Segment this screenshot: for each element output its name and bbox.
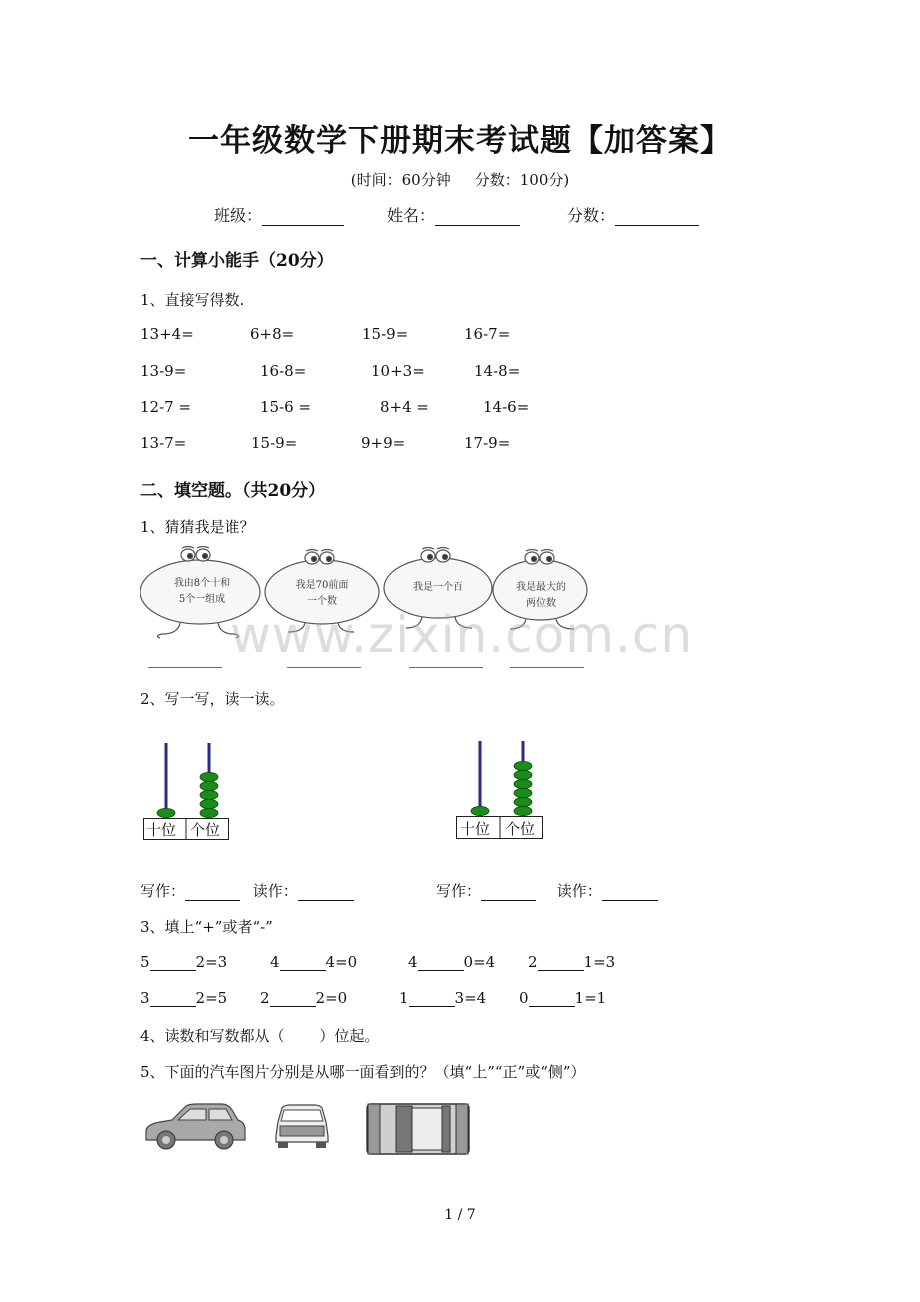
fill-item: 5 2=3 xyxy=(140,953,228,971)
write-blank[interactable] xyxy=(185,900,240,901)
page-number: 1 / 7 xyxy=(444,1207,476,1223)
operator-blank[interactable] xyxy=(150,970,196,971)
fill-item: 2 2=0 xyxy=(260,989,348,1007)
calc-item: 14-6= xyxy=(483,398,530,416)
riddle-line: 我由8个十和 xyxy=(173,578,231,589)
calc-item: 6+8= xyxy=(250,325,295,343)
calc-item: 10+3= xyxy=(371,362,425,380)
abacus-bead xyxy=(200,790,218,799)
abacus-bead xyxy=(514,761,532,770)
section1-heading: 一、计算小能手（20分） xyxy=(140,251,334,271)
riddle-line: 5个一组成 xyxy=(178,594,226,605)
operator-blank[interactable] xyxy=(409,1006,455,1007)
fill-item: 2 1=3 xyxy=(528,953,616,971)
write-read-2 xyxy=(436,880,658,901)
abacus-bead xyxy=(514,797,532,806)
read-label: 读作： xyxy=(252,882,298,900)
operator-blank[interactable] xyxy=(270,1006,316,1007)
calc-item: 15-6 = xyxy=(260,398,312,416)
car-front-view xyxy=(274,1104,330,1150)
operator-blank[interactable] xyxy=(418,970,464,971)
read-label: 读作： xyxy=(556,882,602,900)
write-blank[interactable] xyxy=(481,900,536,901)
score-blank[interactable] xyxy=(615,225,699,226)
fill-item: 0 1=1 xyxy=(519,989,607,1007)
section1-q1: 1、直接写得数. xyxy=(140,291,245,309)
exam-subtitle xyxy=(0,169,920,190)
section2-heading: 二、填空题。（共20分） xyxy=(140,481,326,501)
riddle-text-3 xyxy=(390,580,486,596)
fill-item: 1 3=4 xyxy=(399,989,487,1007)
abacus-bead xyxy=(200,808,218,817)
abacus-bead xyxy=(200,781,218,790)
read-blank[interactable] xyxy=(298,900,354,901)
watermark: www.zixin.com.cn xyxy=(230,606,694,664)
abacus-bead xyxy=(514,788,532,797)
tens-label: 十位 xyxy=(146,821,177,839)
score-field xyxy=(567,203,699,226)
read-blank[interactable] xyxy=(602,900,658,901)
operator-blank[interactable] xyxy=(538,970,584,971)
riddle-answer-blank[interactable] xyxy=(148,667,222,668)
abacus-bead xyxy=(157,808,175,817)
calc-item: 14-8= xyxy=(474,362,521,380)
abacus-bead xyxy=(471,806,489,815)
riddle-line: 一个数 xyxy=(307,596,337,607)
calc-item: 13+4= xyxy=(140,325,194,343)
calc-item: 9+9= xyxy=(361,434,406,452)
calc-item: 16-8= xyxy=(260,362,307,380)
riddle-text-1 xyxy=(152,576,252,608)
abacus-bead xyxy=(514,806,532,815)
calc-item: 17-9= xyxy=(464,434,511,452)
calc-item: 15-9= xyxy=(362,325,409,343)
fill-item: 3 2=5 xyxy=(140,989,228,1007)
car-side-view xyxy=(142,1100,248,1152)
score-info: 分数：100分) xyxy=(474,171,570,189)
class-field xyxy=(214,203,344,226)
class-blank[interactable] xyxy=(262,225,344,226)
section2-q3: 3、填上“+”或者“-” xyxy=(140,918,273,936)
section2-q1: 1、猜猜我是谁？ xyxy=(140,518,255,536)
calc-item: 13-7= xyxy=(140,434,187,452)
ones-label: 个位 xyxy=(505,820,536,838)
calc-item: 15-9= xyxy=(251,434,298,452)
riddle-answer-blank[interactable] xyxy=(409,667,483,668)
name-field xyxy=(387,203,520,226)
write-read-1 xyxy=(140,880,354,901)
name-label: 姓名： xyxy=(387,206,436,225)
write-label: 写作： xyxy=(140,882,186,900)
page-title: 一年级数学下册期末考试题【加答案】 xyxy=(188,123,732,159)
ones-label: 个位 xyxy=(190,821,221,839)
tens-label: 十位 xyxy=(460,820,491,838)
time-info: (时间：60分钟 xyxy=(350,171,451,189)
abacus-bead xyxy=(514,779,532,788)
riddle-line: 两位数 xyxy=(526,598,556,609)
operator-blank[interactable] xyxy=(529,1006,575,1007)
class-label: 班级： xyxy=(214,206,263,225)
riddle-answer-blank[interactable] xyxy=(287,667,361,668)
abacus-bead xyxy=(200,772,218,781)
calc-item: 16-7= xyxy=(464,325,511,343)
abacus-bead xyxy=(200,799,218,808)
abacus-bead xyxy=(514,770,532,779)
car-top-view xyxy=(366,1102,472,1158)
score-label: 分数： xyxy=(567,206,616,225)
section2-q2: 2、写一写，读一读。 xyxy=(140,690,285,708)
calc-item: 13-9= xyxy=(140,362,187,380)
operator-blank[interactable] xyxy=(150,1006,196,1007)
riddle-line: 我是70前面 xyxy=(295,580,349,591)
section2-q5: 5、下面的汽车图片分别是从哪一面看到的？（填“上”“正”或“侧”） xyxy=(140,1063,586,1081)
riddle-line: 我是最大的 xyxy=(516,582,566,593)
section2-q4: 4、读数和写数都从（ ）位起。 xyxy=(140,1027,380,1045)
fill-item: 4 4=0 xyxy=(270,953,358,971)
calc-item: 12-7 = xyxy=(140,398,192,416)
name-blank[interactable] xyxy=(435,225,520,226)
write-label: 写作： xyxy=(436,882,482,900)
calc-item: 8+4 = xyxy=(380,398,429,416)
operator-blank[interactable] xyxy=(280,970,326,971)
riddle-answer-blank[interactable] xyxy=(510,667,584,668)
riddle-line: 我是一个百 xyxy=(413,582,463,593)
fill-item: 4 0=4 xyxy=(408,953,496,971)
